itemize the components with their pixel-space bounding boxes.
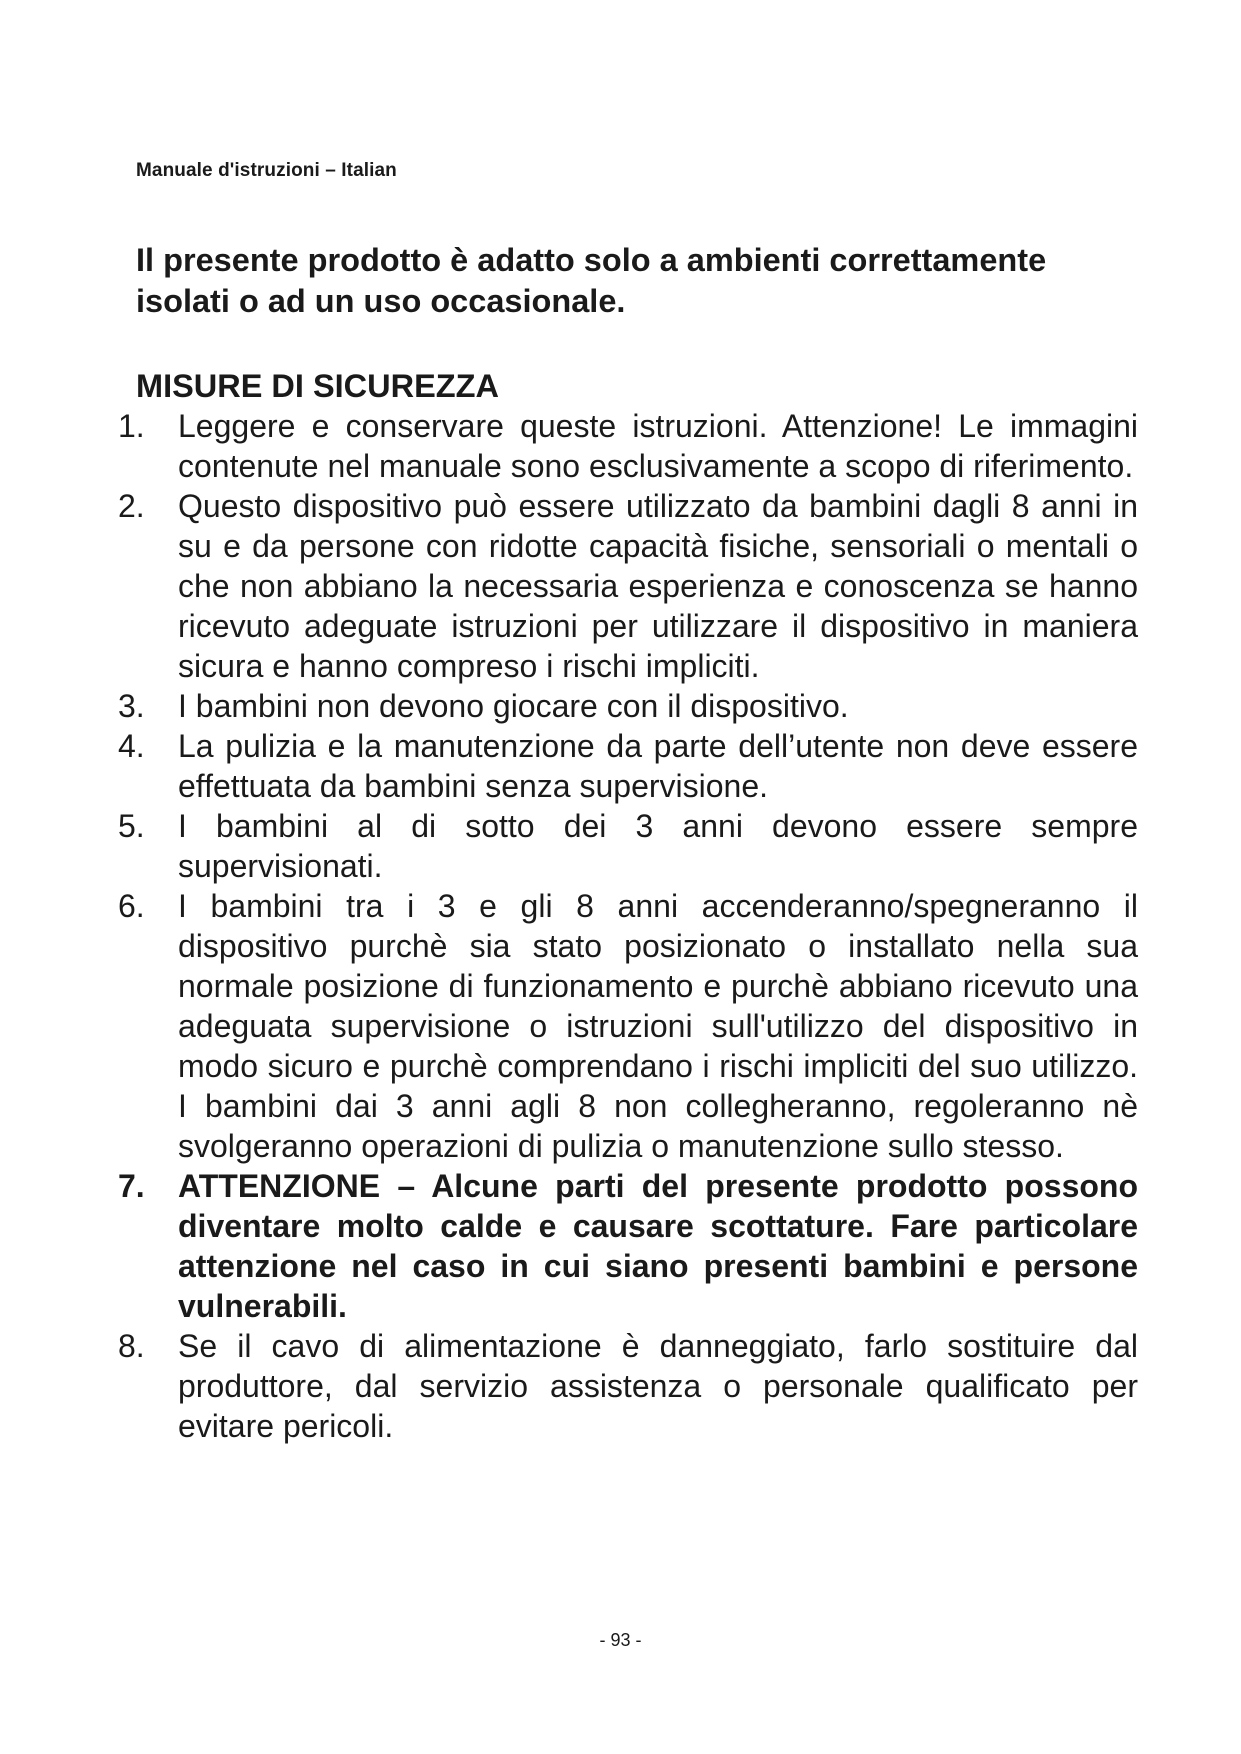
item-number: 4. bbox=[118, 728, 145, 764]
page-number: - 93 - bbox=[599, 1630, 642, 1650]
item-text: La pulizia e la manutenzione da parte dell’utente non deve essere effettuata da bambini senza supervisione. bbox=[178, 728, 1138, 804]
safety-list bbox=[118, 406, 1138, 1446]
item-text: Questo dispositivo può essere utilizzato da bambini dagli 8 anni in su e da persone con ridotte capacità fisiche, sensoriali o mentali o che non abbiano la necessaria esperienza e conoscenza se hanno ricevuto adeguate istruzioni per utilizzare il dispositivo in maniera sicura e hanno compreso i rischi impliciti. bbox=[178, 488, 1138, 684]
item-text: I bambini non devono giocare con il dispositivo. bbox=[178, 688, 849, 724]
list-item bbox=[118, 1326, 1138, 1446]
item-text: ATTENZIONE – Alcune parti del presente prodotto possono diventare molto calde e causare scottature. Fare particolare attenzione nel caso in cui siano presenti bambini e persone vulnerabili. bbox=[178, 1168, 1138, 1324]
list-item bbox=[118, 806, 1138, 886]
item-text: Leggere e conservare queste istruzioni. Attenzione! Le immagini contenute nel manuale sono esclusivamente a scopo di riferimento. bbox=[178, 408, 1138, 484]
item-number: 5. bbox=[118, 808, 145, 844]
item-text: I bambini al di sotto dei 3 anni devono essere sempre supervisionati. bbox=[178, 808, 1138, 884]
warning-list-item bbox=[118, 1166, 1138, 1326]
list-item bbox=[118, 686, 1138, 726]
item-number: 7. bbox=[118, 1168, 145, 1204]
list-item bbox=[118, 406, 1138, 486]
suitability-notice: Il presente prodotto è adatto solo a ambienti correttamente isolati o ad un uso occasionale. bbox=[136, 242, 1047, 319]
section-title: MISURE DI SICUREZZA bbox=[136, 368, 499, 404]
item-number: 6. bbox=[118, 888, 145, 924]
item-number: 1. bbox=[118, 408, 145, 444]
item-text: Se il cavo di alimentazione è danneggiato, farlo sostituire dal produttore, dal servizio assistenza o personale qualificato per evitare pericoli. bbox=[178, 1328, 1138, 1444]
item-number: 8. bbox=[118, 1328, 145, 1364]
list-item bbox=[118, 726, 1138, 806]
list-item bbox=[118, 486, 1138, 686]
item-text: I bambini tra i 3 e gli 8 anni accenderanno/spegneranno il dispositivo purchè sia stato posizionato o installato nella sua normale posizione di funzionamento e purchè abbiano ricevuto una adeguata supervisione o istruzioni sull'utilizzo del dispositivo in modo sicuro e purchè comprendano i rischi impliciti del suo utilizzo. I bambini dai 3 anni agli 8 non collegheranno, regoleranno nè svolgeranno operazioni di pulizia o manutenzione sullo stesso. bbox=[178, 888, 1138, 1164]
item-number: 3. bbox=[118, 688, 145, 724]
page-header: Manuale d'istruzioni – Italian bbox=[136, 160, 397, 181]
list-item bbox=[118, 886, 1138, 1166]
item-number: 2. bbox=[118, 488, 145, 524]
